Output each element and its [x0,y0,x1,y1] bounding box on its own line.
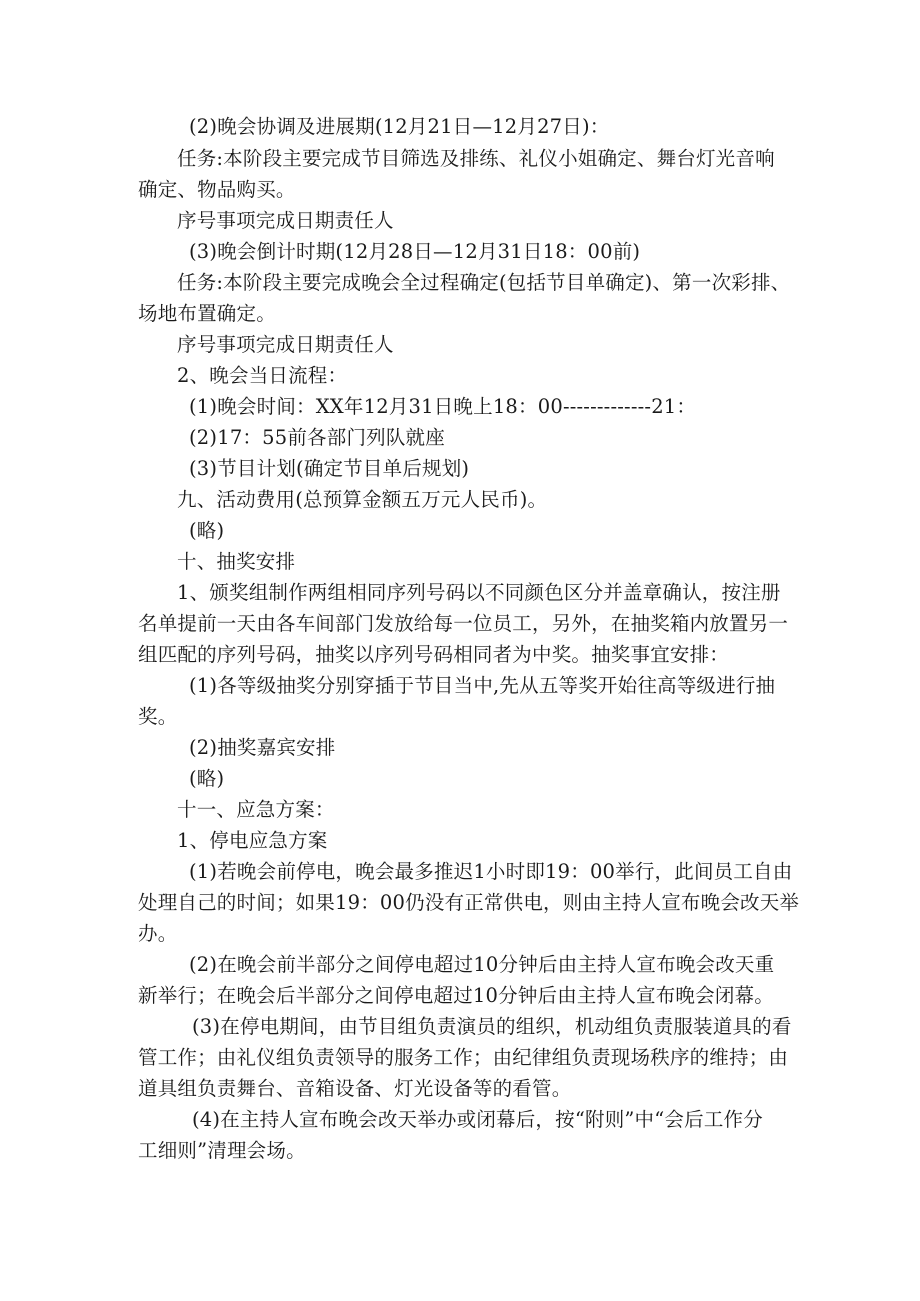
text-line: 办。 [138,922,178,945]
text-line: 确定、物品购买。 [138,178,296,201]
text-line: (1)晚会时间：XX年12月31日晚上18：00-------------21： [189,395,697,418]
text-line: 管工作；由礼仪组负责领导的服务工作；由纪律组负责现场秩序的维持；由 [138,1046,789,1069]
text-line: 奖。 [138,705,178,728]
text-line: 场地布置确定。 [138,302,276,325]
text-line: 工细则”清理会场。 [138,1139,306,1162]
text-line: 序号事项完成日期责任人 [177,333,394,356]
text-line: 十、抽奖安排 [177,550,296,573]
text-line: 任务:本阶段主要完成节目筛选及排练、礼仪小姐确定、舞台灯光音响 [177,147,775,170]
text-line: 任务:本阶段主要完成晚会全过程确定(包括节目单确定)、第一次彩排、 [177,271,791,294]
text-line: (略) [189,519,225,542]
text-line: 道具组负责舞台、音箱设备、灯光设备等的看管。 [138,1077,572,1100]
text-line: (2)抽奖嘉宾安排 [189,736,336,759]
text-line: 处理自己的时间；如果19：00仍没有正常供电，则由主持人宣布晚会改天举 [138,891,800,914]
text-line: 2、晚会当日流程： [177,364,348,387]
text-line: 1、停电应急方案 [177,829,328,852]
text-line: 1、颁奖组制作两组相同序列号码以不同颜色区分并盖章确认，按注册 [177,581,781,604]
text-line: (2)晚会协调及进展期(12月21日—12月27日)： [189,115,610,138]
text-line: (3)在停电期间，由节目组负责演员的组织，机动组负责服装道具的看 [192,1015,792,1038]
text-line: 十一、应急方案： [177,798,335,821]
text-line: (3)节目计划(确定节目单后规划) [189,457,470,480]
text-line: 组匹配的序列号码，抽奖以序列号码相同者为中奖。抽奖事宜安排： [138,643,730,666]
text-line: (1)各等级抽奖分别穿插于节目当中,先从五等奖开始往高等级进行抽 [189,674,776,697]
text-line: (略) [189,767,225,790]
text-line: 新举行；在晚会后半部分之间停电超过10分钟后由主持人宣布晚会闭幕。 [138,984,774,1007]
text-line: (2)在晚会前半部分之间停电超过10分钟后由主持人宣布晚会改天重 [189,953,775,976]
text-line: 序号事项完成日期责任人 [177,209,394,232]
text-line: (1)若晚会前停电，晚会最多推迟1小时即19：00举行，此间员工自由 [189,860,793,883]
text-line: (2)17：55前各部门列队就座 [189,426,445,449]
text-line: (4)在主持人宣布晚会改天举办或闭幕后，按“附则”中“会后工作分 [192,1108,763,1131]
text-line: 名单提前一天由各车间部门发放给每一位员工，另外，在抽奖箱内放置另一 [138,612,789,635]
text-line: 九、活动费用(总预算金额五万元人民币)。 [177,488,548,511]
text-line: (3)晚会倒计时期(12月28日—12月31日18：00前) [189,240,641,263]
